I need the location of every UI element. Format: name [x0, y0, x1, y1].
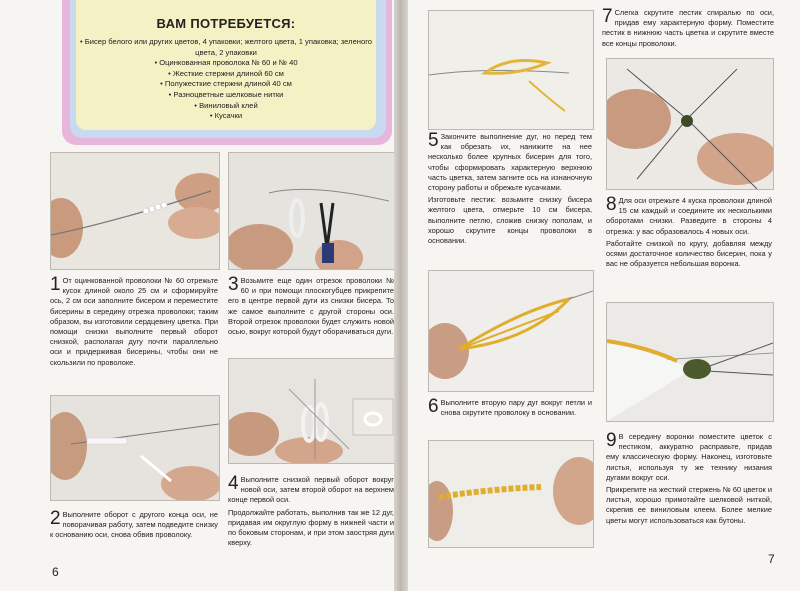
materials-item: • Виниловый клей	[76, 101, 376, 112]
page-number-left: 6	[52, 565, 59, 579]
materials-item: • Разноцветные шелковые нитки	[76, 90, 376, 101]
left-page	[0, 0, 398, 591]
step1-text: От оцинкованной проволоки № 60 отрежьте кусок длиной около 25 см и сформируйте ось, 2 см оси заполните бисером и переместите бисерины в середину отрезка проволоки; таким образом, вы изготовили сердцевину цветка. При помощи снизки выполните первый оборот снизкой, располагая дугу почти параллельно оси и придерживая бисерины, чтобы они не скользили по проволоке.	[50, 276, 218, 367]
step7-text: Слегка скрутите пестик спиралью по оси, придав ему характерную форму. Поместите пестик в нижнюю часть цветка и скрутите вместе все концы проволоки.	[602, 8, 774, 48]
step2-text: Выполните оборот с другого конца оси, не поворачивая работу, затем подведите снизку к основанию оси, снова обвив проволоку.	[50, 510, 218, 540]
step6-text: Выполните вторую пару дуг вокруг петли и снова скрутите проволоку в основании.	[440, 398, 592, 418]
step5-photo-image	[429, 11, 593, 129]
step1	[50, 276, 218, 370]
step2	[50, 510, 218, 543]
step1-number: 1	[50, 274, 61, 295]
step4-text-b: Продолжайте работать, выполнив так же 12 дуг, придавая им округлую форму в нижней части и по боковым сторонам, и при этом заостряя дуги кверху.	[228, 507, 394, 548]
step4-photo	[228, 358, 396, 464]
step5-text-b: Изготовьте пестик: возьмите снизку бисера желтого цвета, отмерьте 10 см бисера, выполните петлю, сложив снизку пополам, и хорошо скрутите концы проволоки в основании.	[428, 195, 592, 246]
page-number-right: 7	[768, 552, 775, 566]
step3-photo	[228, 152, 396, 270]
step4	[228, 475, 394, 550]
step5-photo	[428, 10, 594, 130]
materials-item: • Жесткие стержни длиной 60 см	[76, 69, 376, 80]
step7-photo-twist	[428, 440, 594, 548]
step3-number: 3	[228, 274, 239, 295]
step7	[602, 8, 774, 51]
step4-text-a: Выполните снизкой первый оборот вокруг новой оси, затем второй оборот на верхнем конце первой оси.	[228, 475, 394, 505]
step9-text-b: Прикрепите на жесткий стержень № 60 цветок и листья, хорошо примотайте шелковой ниткой, скрепив ее виниловым клеем. Более мелкие цветы могут использоваться как бутоны.	[606, 485, 772, 525]
step3-text: Возьмите еще один отрезок проволоки № 60 и при помощи плоскогубцев прикрепите его в центре первой дуги из снизки бисера. То же самое выполните с другой стороны оси. Второй отрезок проволоки будет служить новой осью, вокруг которой будут оборачиваться дуги.	[228, 276, 394, 337]
step6-photo-image	[429, 271, 593, 391]
step6	[428, 398, 592, 420]
step7-photo-image	[607, 59, 773, 189]
materials-item: • Кусачки	[76, 111, 376, 122]
step9	[606, 432, 772, 528]
step9-text-a: В середину воронки поместите цветок с пестиком, аккуратно расправьте, придав ему классическую форму. Наконец, изготовьте листья, используя ту же технику низания дугами вокруг оси.	[606, 432, 772, 482]
book-gutter	[394, 0, 408, 591]
step3	[228, 276, 394, 339]
step2-number: 2	[50, 508, 61, 529]
step5-number: 5	[428, 130, 439, 151]
materials-card	[76, 0, 376, 130]
materials-title: ВАМ ПОТРЕБУЕТСЯ:	[156, 16, 296, 31]
step2-photo	[50, 395, 220, 501]
step1-photo-image	[51, 153, 219, 269]
materials-item: • Полужесткие стержни длиной 40 см	[76, 79, 376, 90]
step4-photo-image	[229, 359, 395, 463]
right-page	[402, 0, 800, 591]
step8-text-b: Работайте снизкой по кругу, добавляя между осями достаточное количество бисерин, пока у вас не образуется небольшая воронка.	[606, 238, 772, 269]
step2-photo-image	[51, 396, 219, 500]
step7-photo	[606, 58, 774, 190]
step5	[428, 132, 592, 248]
materials-list	[76, 37, 376, 122]
step1-photo	[50, 152, 220, 270]
materials-item: • Оцинкованная проволока № 60 и № 40	[76, 58, 376, 69]
step9-number: 9	[606, 430, 617, 451]
step3-photo-image	[229, 153, 395, 269]
step7-number: 7	[602, 6, 613, 27]
materials-item: • Бисер белого или других цветов, 4 упаковки; желтого цвета, 1 упаковка; зеленого цвета, 2 упаковки	[76, 37, 376, 58]
step8-number: 8	[606, 194, 617, 215]
step5-text-a: Закончите выполнение дуг, но перед тем как обрезать их, нанижите на нее несколько более крупных бисерин для того, чтобы сформировать характерную верхнюю часть цветка, затем загните ось на изнаночную сторону работы и обрежьте кусачками.	[428, 132, 592, 193]
step8-photo	[606, 302, 774, 422]
step4-number: 4	[228, 473, 239, 494]
step8	[606, 196, 772, 271]
step8-photo-image	[607, 303, 773, 421]
step8-text-a: Для оси отрежьте 4 куска проволоки длиной 15 см каждый и соедините их несколькими оборотами снизки. Разведите в стороны 4 отрезка: у вас образовалось 4 новых оси.	[606, 196, 772, 236]
step7-photo-twist-image	[429, 441, 593, 547]
step6-number: 6	[428, 396, 439, 417]
step6-photo	[428, 270, 594, 392]
